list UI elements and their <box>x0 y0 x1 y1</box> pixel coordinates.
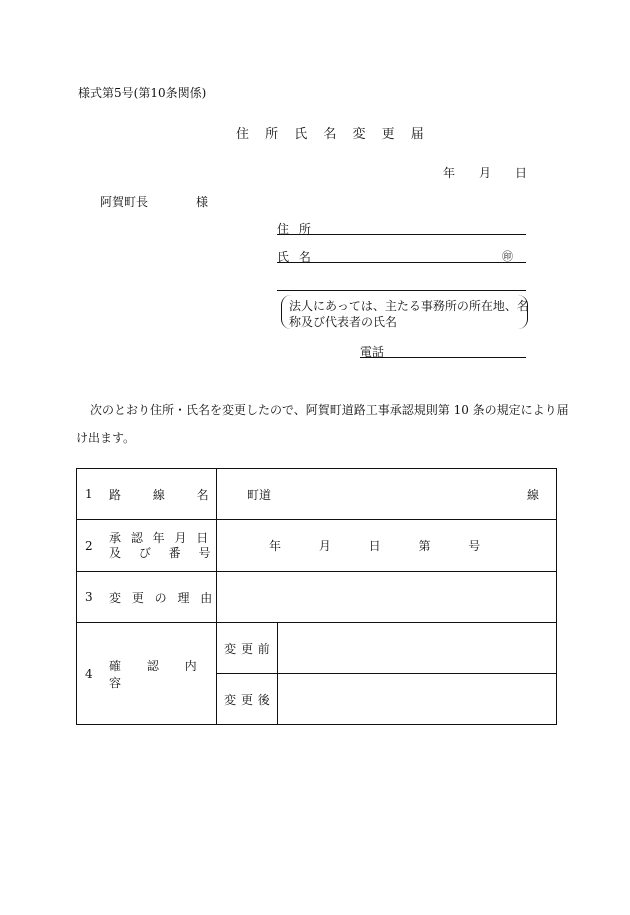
before-label-cell <box>217 623 278 674</box>
addressee-name: 阿賀町長 <box>100 195 149 209</box>
route-name-label-text: 路 線 名 <box>109 487 209 502</box>
date-day: 日 <box>514 166 527 180</box>
table-row <box>77 520 557 572</box>
approval-label-cell <box>77 520 217 572</box>
name-label: 氏 名 <box>277 250 311 264</box>
approval-date-number-text: 年 月 日 第 号 <box>269 539 481 553</box>
confirmation-label <box>109 657 213 691</box>
after-label-cell <box>217 674 278 725</box>
date-line <box>443 164 527 181</box>
address-field[interactable] <box>277 220 526 235</box>
extra-name-line[interactable] <box>277 276 526 291</box>
phone-field[interactable] <box>360 343 526 358</box>
route-name-label-cell <box>77 469 217 520</box>
body-text-line1: 次のとおり住所・氏名を変更したので、阿賀町道路工事承認規則第 10 条の規定により届 <box>90 403 569 417</box>
confirmation-label-cell <box>77 623 217 725</box>
table-row <box>77 623 557 674</box>
route-prefix: 町道 <box>247 487 272 502</box>
addressee-honorific: 様 <box>196 195 209 209</box>
after-change-field[interactable] <box>278 674 557 725</box>
body-text-line2: け出ます。 <box>76 431 136 445</box>
route-name-field[interactable] <box>217 469 557 520</box>
route-suffix: 線 <box>526 487 539 502</box>
address-label: 住 所 <box>277 222 311 236</box>
phone-label: 電話 <box>360 345 385 359</box>
row-number: 1 <box>85 487 93 501</box>
before-label: 変 更 前 <box>224 641 270 656</box>
row-number: 3 <box>85 590 93 604</box>
before-change-field[interactable] <box>278 623 557 674</box>
route-name-label <box>109 486 213 503</box>
row-number: 4 <box>85 666 93 681</box>
approval-label-line1: 承 認 年 月 日 <box>109 530 209 545</box>
confirmation-label-text: 確 認 内 容 <box>109 658 197 690</box>
document-title <box>236 123 424 142</box>
reason-field[interactable] <box>217 572 557 623</box>
approval-label <box>109 531 213 561</box>
approval-date-number-field[interactable] <box>217 520 557 572</box>
reason-label-cell <box>77 572 217 623</box>
corporation-note-line2: 称及び代表者の氏名 <box>289 315 398 329</box>
reason-label <box>109 589 213 606</box>
reason-label-text: 変 更 の 理 由 <box>109 590 213 605</box>
name-field[interactable] <box>277 248 526 263</box>
corporation-note-line1: 法人にあっては、主たる事務所の所在地、名 <box>289 299 529 313</box>
form-number: 様式第5号(第10条関係) <box>78 86 207 100</box>
table-row <box>77 469 557 520</box>
after-label: 変 更 後 <box>224 692 270 707</box>
date-month: 月 <box>478 166 491 180</box>
table-row <box>77 572 557 623</box>
document-title-text: 住 所 氏 名 変 更 届 <box>236 127 424 142</box>
date-year: 年 <box>443 166 456 180</box>
form-table <box>76 468 557 725</box>
seal-mark: ㊞ <box>502 250 513 263</box>
row-number: 2 <box>85 538 93 553</box>
approval-label-line2: 及 び 番 号 <box>109 545 211 560</box>
